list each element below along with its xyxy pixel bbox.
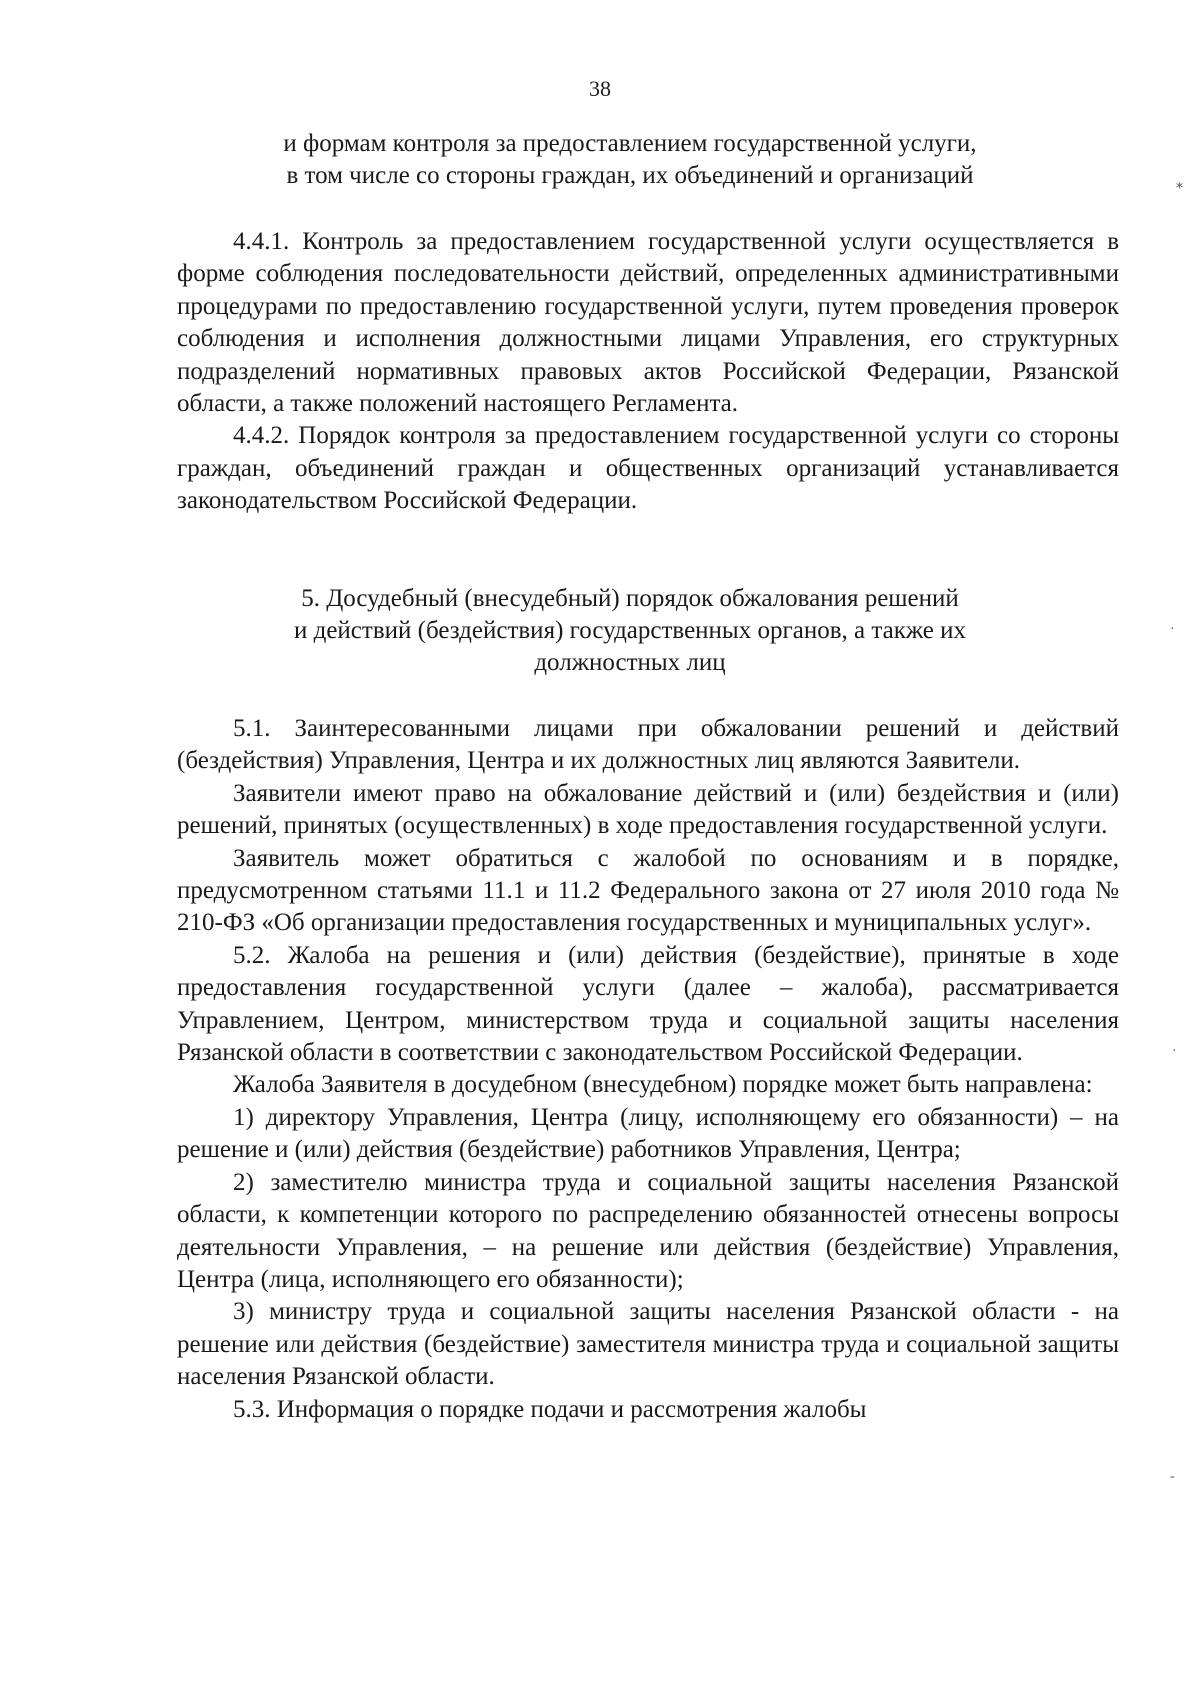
heading-line: в том числе со стороны граждан, их объединений и организаций: [286, 162, 974, 189]
section-5-heading: [180, 583, 1080, 679]
paragraph-4-4-1: 4.4.1. Контроль за предоставлением государственной услуги осуществляется в форме соблюдения последовательности действий, определенных административными процедурами по предоставлению государственной услуги, путем проведения проверок соблюдения и исполнения должностными лицами Управления, его структурных подразделений нормативных правовых актов Российской Федерации, Рязанской области, а также положений настоящего Регламента.: [177, 228, 1119, 418]
list-item-deputy-minister: 2) заместителю министра труда и социальной защиты населения Рязанской области, к компетенции которого по распределению обязанностей отнесены вопросы деятельности Управления, – на решение или действия (бездействие) Управления, Центра (лица, исполняющего его обязанности);: [177, 1168, 1119, 1293]
scan-mark: ⁎: [1176, 177, 1183, 192]
page-number: 38: [589, 76, 611, 101]
paragraph-5-1: 5.1. Заинтересованными лицами при обжаловании решений и действий (бездействия) Управления, Центра и их должностных лиц являются Заявители.: [177, 715, 1119, 775]
paragraph-complaint-grounds: Заявитель может обратиться с жалобой по основаниям и в порядке, предусмотренном статьями 11.1 и 11.2 Федерального закона от 27 июля 2010 года № 210-ФЗ «Об организации предоставления государственных и муниципальных услуг».: [177, 844, 1119, 937]
heading-line: 5. Досудебный (внесудебный) порядок обжалования решений: [301, 585, 959, 612]
scan-mark: ·: [1170, 622, 1175, 637]
scan-mark: ·: [1172, 1044, 1177, 1059]
paragraph-complaint-direction: Жалоба Заявителя в досудебном (внесудебном) порядке может быть направлена:: [233, 1071, 1093, 1099]
list-item-minister: 3) министру труда и социальной защиты населения Рязанской области - на решение или действия (бездействие) заместителя министра труда и социальной защиты населения Рязанской области.: [177, 1298, 1119, 1391]
paragraph-4-4-2: 4.4.2. Порядок контроля за предоставлением государственной услуги со стороны граждан, объединений граждан и общественных организаций устанавливается законодательством Российской Федерации.: [177, 422, 1119, 515]
section-5-body: [177, 713, 1119, 1426]
section-heading-control-forms: [180, 128, 1080, 192]
heading-line: и формам контроля за предоставлением государственной услуги,: [283, 130, 977, 157]
paragraph-5-2: 5.2. Жалоба на решения и (или) действия (бездействие), принятые в ходе предоставления государственной услуги (далее – жалоба), рассматривается Управлением, Центром, министерством труда и социальной защиты населения Рязанской области в соответствии с законодательством Российской Федерации.: [177, 941, 1119, 1067]
paragraph-5-3: 5.3. Информация о порядке подачи и рассмотрения жалобы: [233, 1395, 867, 1423]
heading-line: должностных лиц: [534, 649, 726, 676]
list-item-director: 1) директору Управления, Центра (лицу, исполняющему его обязанности) – на решение и (или) действия (бездействие) работников Управления, Центра;: [177, 1103, 1119, 1164]
section-4-body: [177, 226, 1119, 518]
paragraph-applicants-rights: Заявители имеют право на обжалование действий и (или) бездействия и (или) решений, принятых (осуществленных) в ходе предоставления государственной услуги.: [177, 779, 1119, 840]
scan-mark: -: [1170, 1469, 1175, 1484]
heading-line: и действий (бездействия) государственных органов, а также их: [293, 617, 967, 644]
